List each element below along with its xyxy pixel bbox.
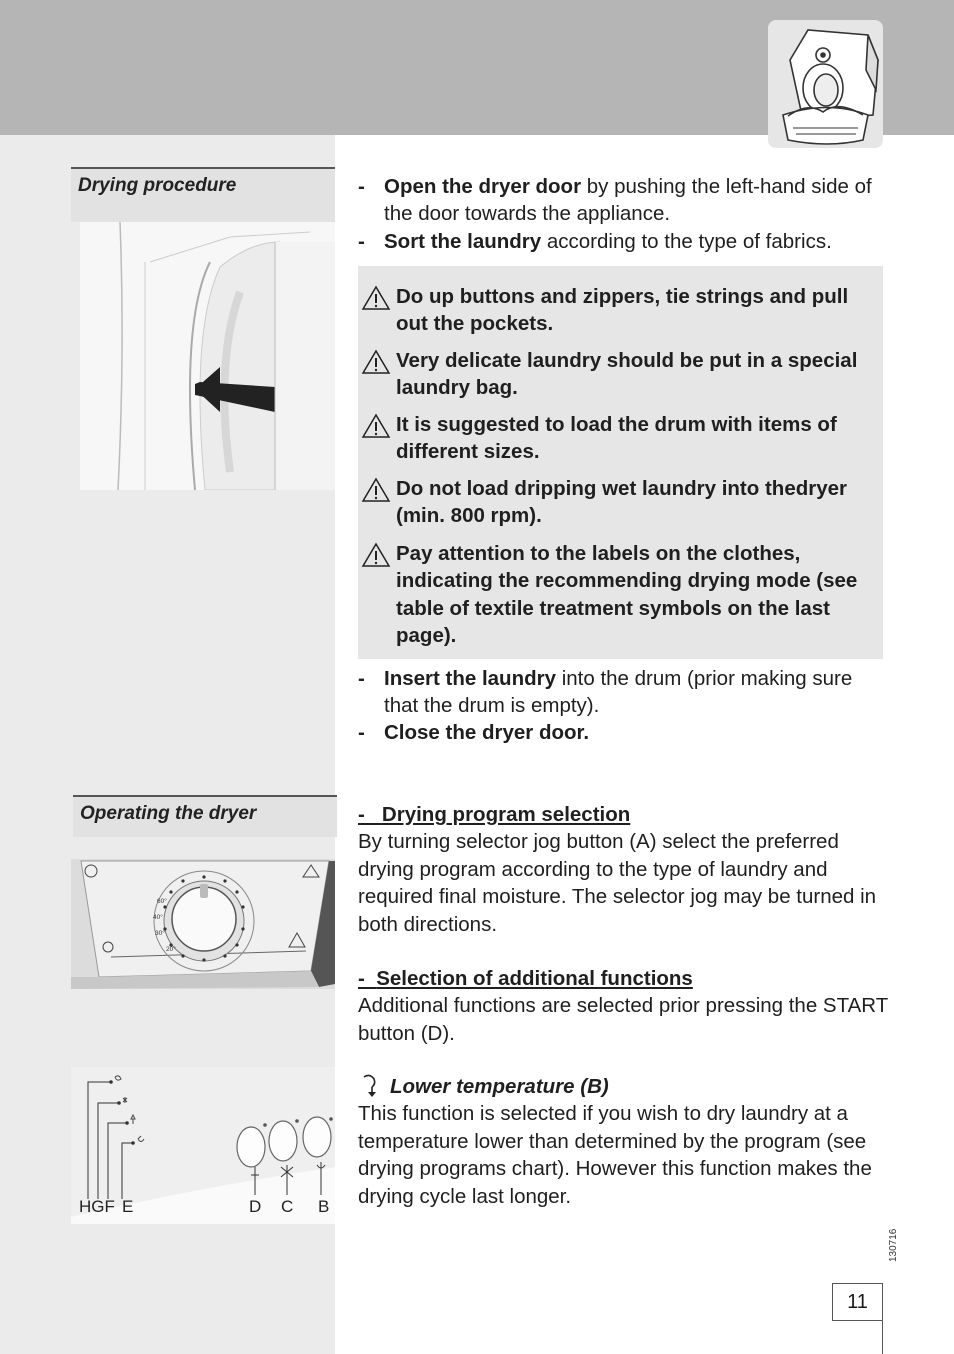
warning-item: Pay attention to the labels on the clothes, indicating the recommending drying mode (see table of textile treatment symbols on the last page). <box>361 540 876 650</box>
warning-triangle-icon <box>361 477 391 503</box>
step-insert-laundry: - Insert the laundry into the drum (prior making sure that the drum is empty). <box>358 667 853 718</box>
label-hgf: HGF <box>79 1197 115 1216</box>
dial-label-20: 20° <box>166 946 176 953</box>
lower-temperature-block: Lower temperature (B) This function is selected if you wish to dry laundry at a temperature lower than determined by the program (see drying programs chart). However this function makes the drying cycle last longer. <box>358 1075 872 1208</box>
dial-label-40: 40° <box>153 914 163 921</box>
dryer-door-image <box>80 222 335 490</box>
warning-triangle-icon <box>361 285 391 311</box>
section-rule <box>71 167 335 169</box>
label-b: B <box>318 1197 330 1216</box>
document-code: 130716 <box>888 1228 899 1262</box>
additional-functions-block: - Selection of additional functions Additional functions are selected prior pressing the START button (D). <box>358 967 888 1045</box>
page-number: 11 <box>832 1283 883 1321</box>
dial-label-30: 30° <box>155 930 165 937</box>
warning-triangle-icon <box>361 349 391 375</box>
step-sort-laundry: - Sort the laundry according to the type of fabrics. <box>358 230 832 253</box>
dial-label-60: 60° <box>157 898 167 905</box>
dryer-mascot-image <box>768 20 883 148</box>
label-d: D <box>249 1197 262 1216</box>
label-e: E <box>122 1197 134 1216</box>
section-title-drying-procedure: Drying procedure <box>78 175 237 196</box>
warning-item: Very delicate laundry should be put in a special laundry bag. <box>361 347 876 402</box>
warnings-box <box>358 266 883 659</box>
section-rule <box>73 795 337 797</box>
step-close-door: - Close the dryer door. <box>358 721 590 744</box>
function-buttons-image <box>71 1067 335 1224</box>
section-title-operating: Operating the dryer <box>80 803 257 824</box>
warning-item: Do up buttons and zippers, tie strings and pull out the pockets. <box>361 283 876 338</box>
warning-item: Do not load dripping wet laundry into thedryer (min. 800 rpm). <box>361 475 876 530</box>
step-open-door: - Open the dryer door by pushing the left-hand side of the door towards the appliance. <box>358 175 872 226</box>
lower-temperature-icon <box>360 1073 384 1099</box>
label-c: C <box>281 1197 294 1216</box>
warning-item: It is suggested to load the drum with items of different sizes. <box>361 411 876 466</box>
program-selection-block: - Drying program selection By turning selector jog button (A) select the preferred drying program according to the type of laundry and required final moisture. The selector jog may be turned in both directions. <box>358 803 877 936</box>
warning-triangle-icon <box>361 542 391 568</box>
page-number-rule <box>882 1321 883 1354</box>
warning-triangle-icon <box>361 413 391 439</box>
control-panel-image <box>71 859 335 989</box>
